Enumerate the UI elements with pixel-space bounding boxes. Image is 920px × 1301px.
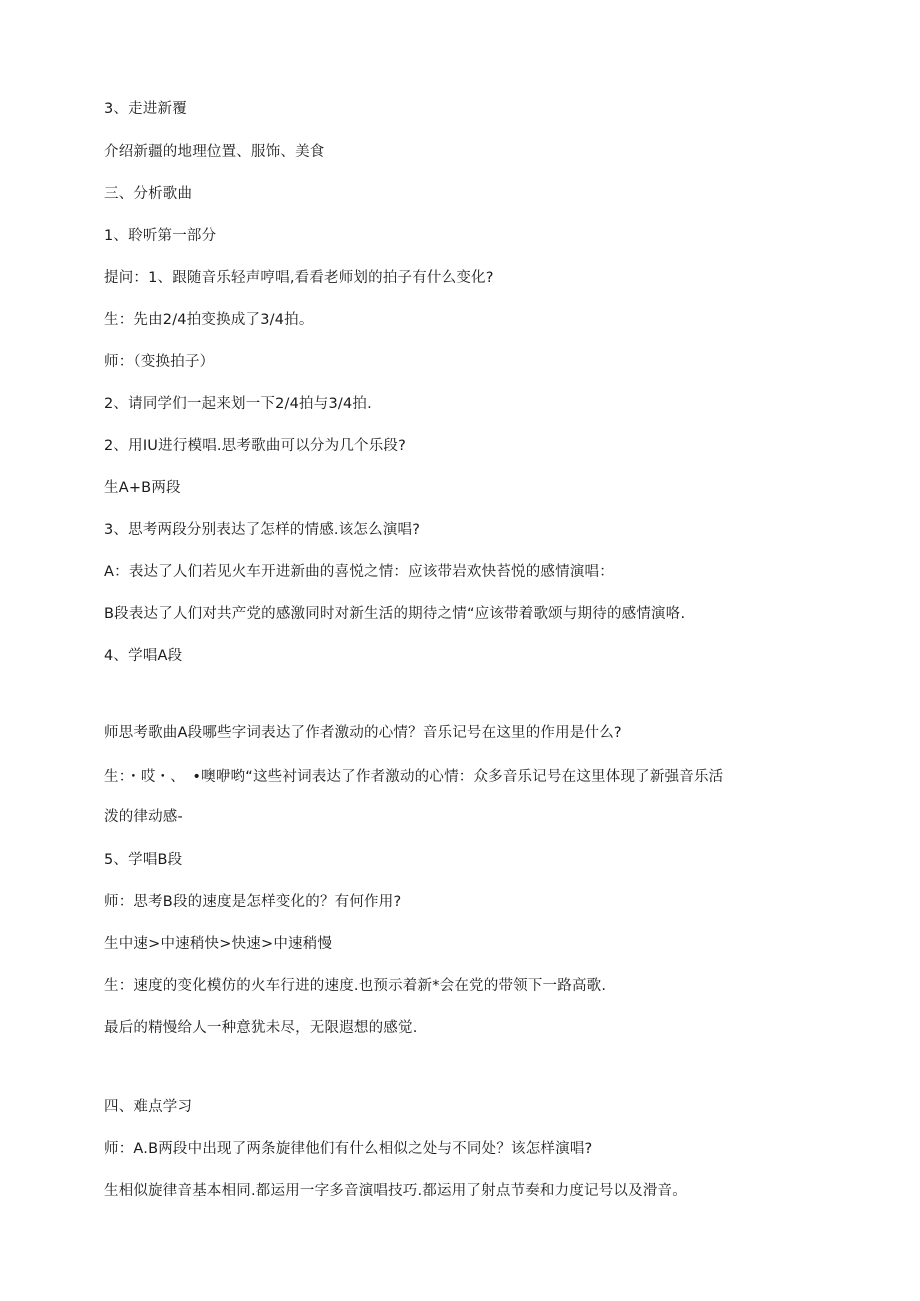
text-line-student-answer-a-cont: 泼的律动感- xyxy=(104,809,183,825)
text-line-learn-section-b: 5、学唱B段 xyxy=(104,852,183,868)
text-line-student-tempo-meaning: 生：速度的变化模仿的火车行进的速度.也预示着新*会在党的带领下一路高歌. xyxy=(104,978,607,994)
text-line-student-tempo-sequence: 生中速>中速稍快>快速>中速稍慢 xyxy=(104,936,333,952)
text-line-final-slowdown: 最后的精慢给人一种意犹未尽，无限遐想的感觉. xyxy=(104,1020,418,1036)
text-line-teacher-question-melody: 师：A.B两段中出现了两条旋律他们有什么相似之处与不同处？该怎样演唱? xyxy=(104,1141,593,1157)
text-line-listen-part-1: 1、聆听第一部分 xyxy=(104,228,217,244)
text-line-student-ab-sections: 生A+B两段 xyxy=(104,480,181,496)
text-line-teacher-question-b: 师：思考B段的速度是怎样变化的？有何作用? xyxy=(104,894,402,910)
text-line-heading-analyze-song: 三、分析歌曲 xyxy=(104,186,193,202)
text-line-teacher-question-a: 师思考歌曲A段哪些字词表达了作者激动的心情？音乐记号在这里的作用是什么? xyxy=(104,725,622,741)
text-line-heading-difficulty: 四、难点学习 xyxy=(104,1099,193,1115)
text-line-student-answer-a: 生：・哎・、 •噢咿哟“这些衬词表达了作者激动的心情：众多音乐记号在这里体现了新强音乐活 xyxy=(104,769,724,785)
text-line-hum-and-sections: 2、用IU进行模唱.思考歌曲可以分为几个乐段? xyxy=(104,438,407,454)
text-line-section-a-emotion: A：表达了人们若见火车开进新曲的喜悦之情：应该带岩欢快苔悦的感情演唱： xyxy=(104,564,614,580)
text-line-section-b-emotion: B段表达了人们对共产党的感激同时对新生活的期待之情“应该带着歌颂与期待的感情演咯. xyxy=(104,606,686,622)
text-line-learn-section-a: 4、学唱A段 xyxy=(104,648,183,664)
text-line-introduce-xinjiang: 介绍新疆的地理位置、服饰、美食 xyxy=(104,144,325,160)
text-line-question-1: 提问：1、跟随音乐轻声哼唱,看看老师划的拍子有什么变化? xyxy=(104,270,494,286)
text-line-conduct-together: 2、请同学们一起来划一下2/4拍与3/4拍. xyxy=(104,396,372,412)
text-line-teacher-change-meter: 师：（变换拍子） xyxy=(104,354,215,370)
text-line-emotion-question: 3、思考两段分别表达了怎样的情感.该怎么演唱? xyxy=(104,522,421,538)
text-line-student-answer-meter: 生：先由2/4拍变换成了3/4拍。 xyxy=(104,312,314,328)
text-line-section-3-xinjiang: 3、走进新覆 xyxy=(104,101,187,117)
text-line-student-answer-melody: 生相似旋律音基本相同.都运用一字多音演唱技巧.都运用了射点节奏和力度记号以及滑音。 xyxy=(104,1183,687,1199)
